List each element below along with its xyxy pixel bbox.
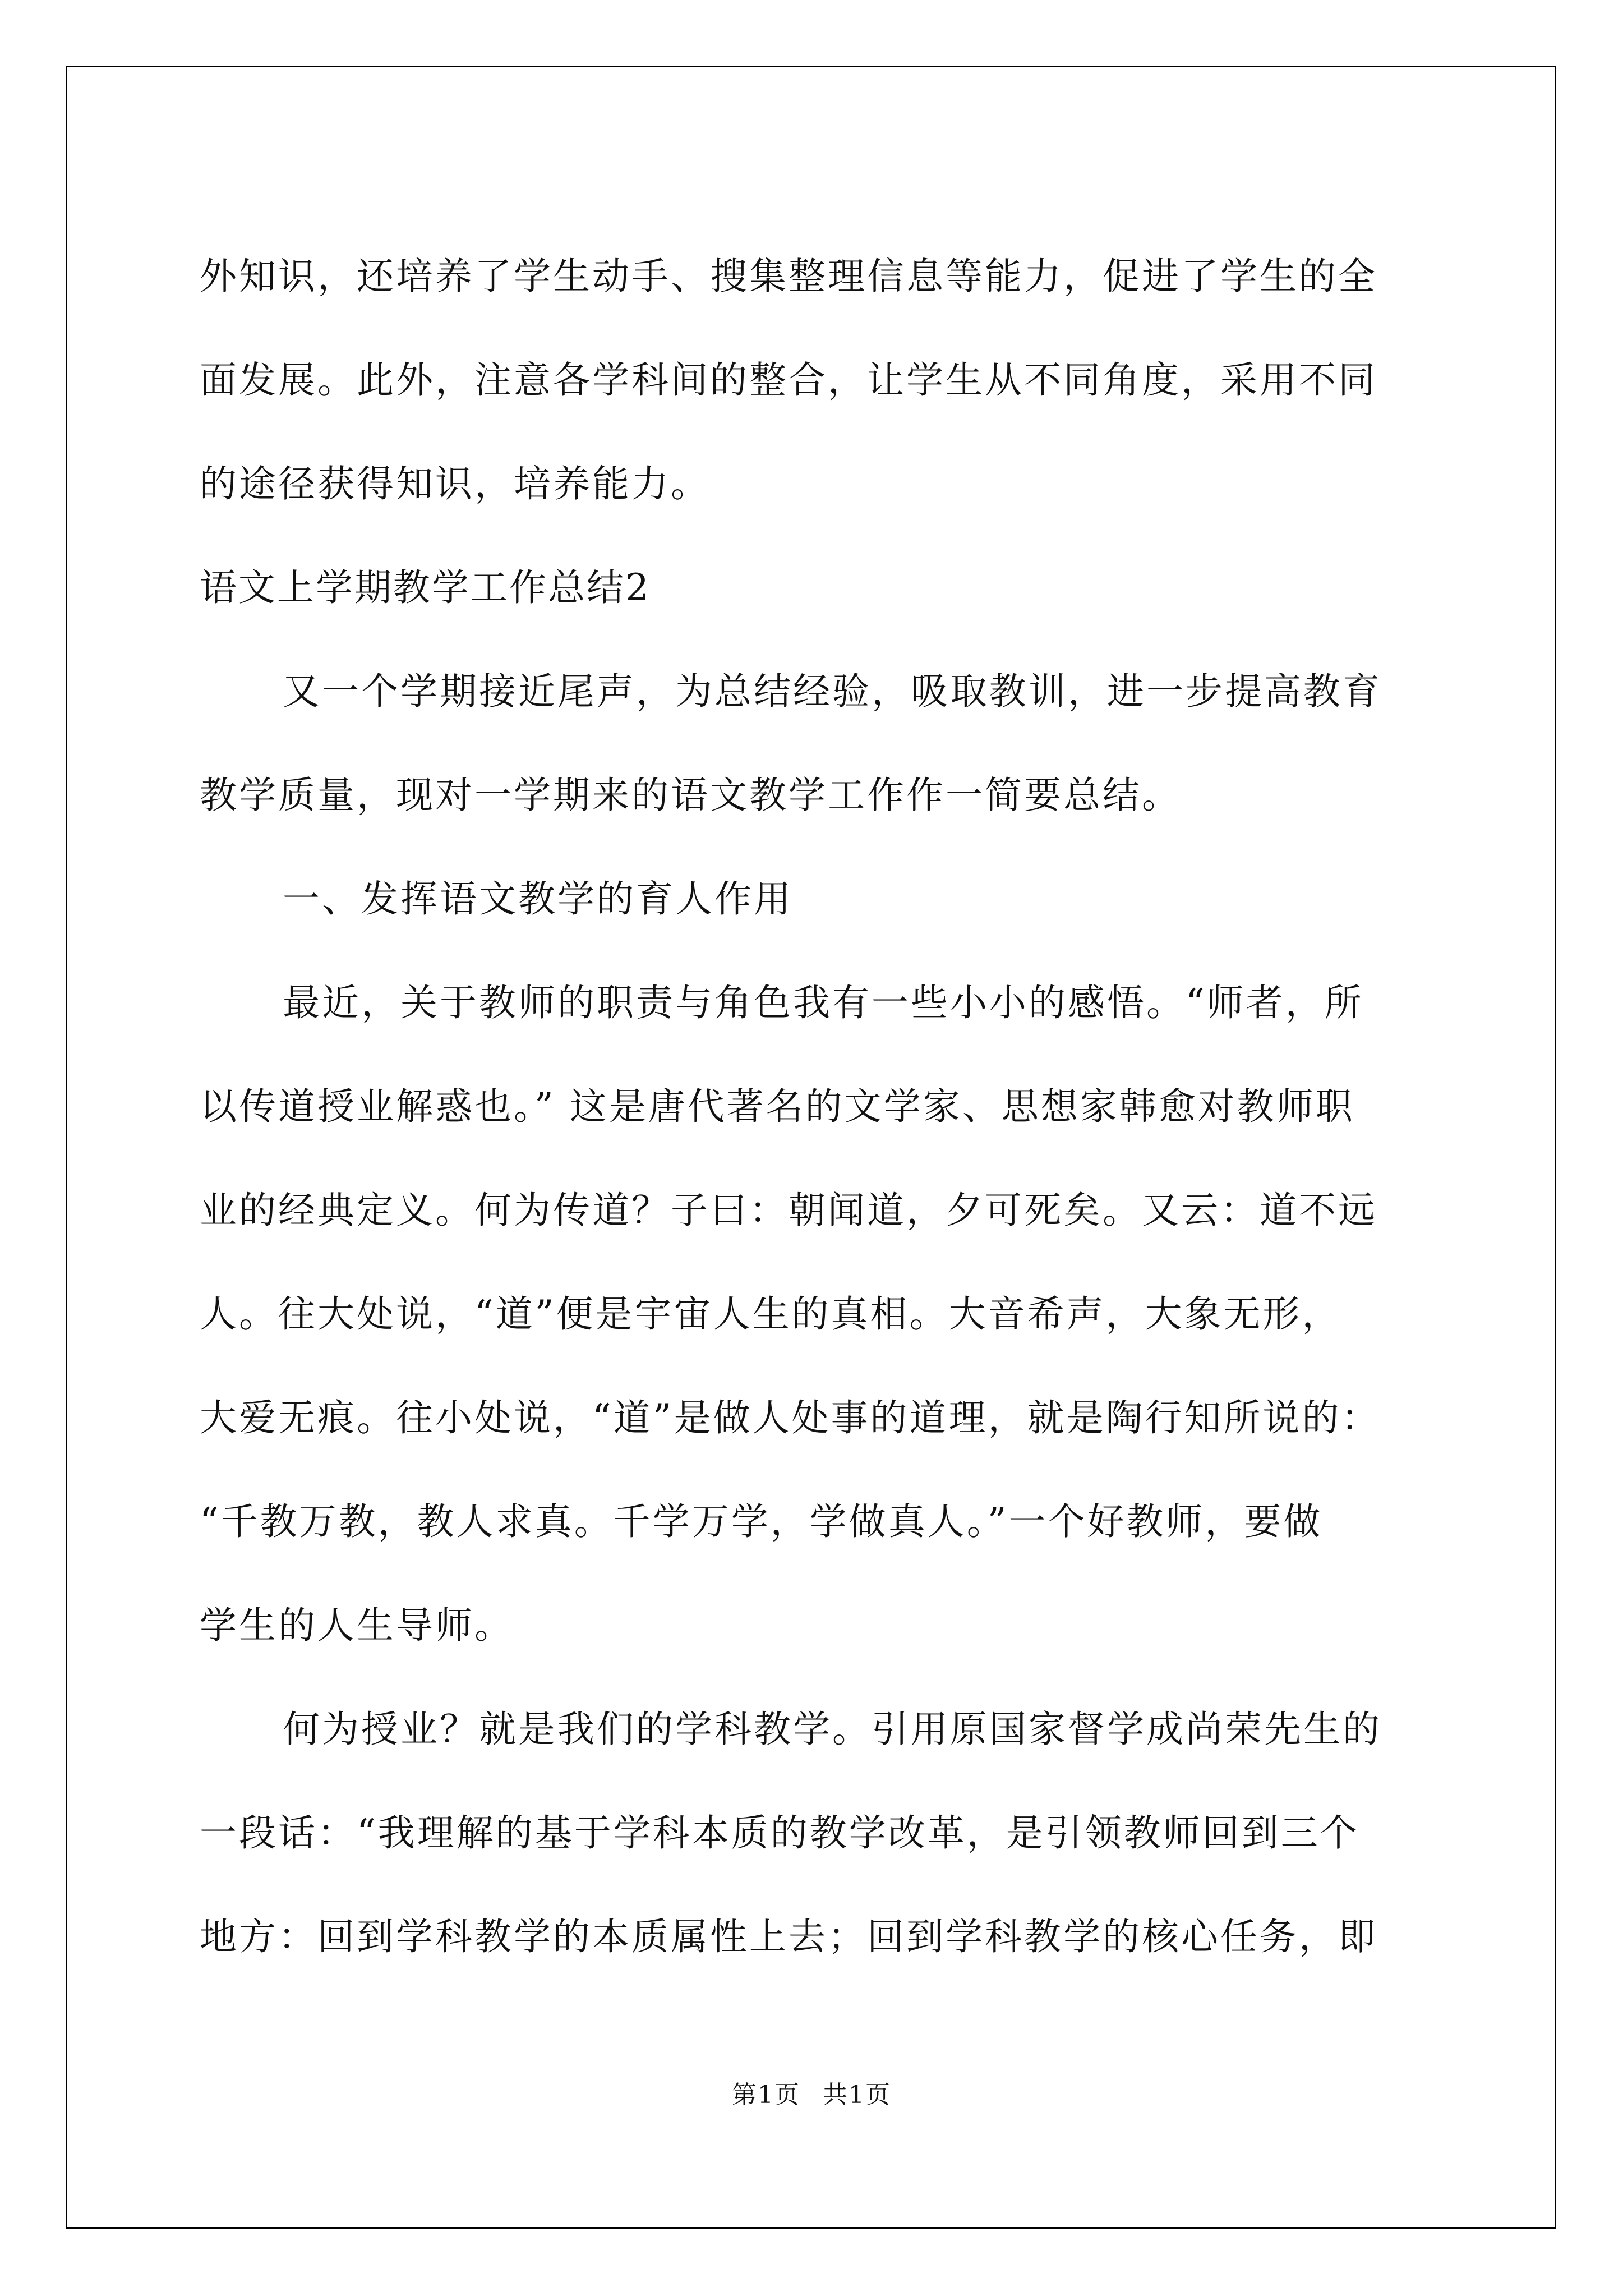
text-line: 业的经典定义。何为传道？子曰：朝闻道，夕可死矣。又云：道不远	[200, 1189, 1377, 1232]
section-title: 语文上学期教学工作总结2	[200, 566, 651, 609]
text-line: 的途径获得知识，培养能力。	[200, 462, 710, 505]
text-line: 学生的人生导师。	[200, 1604, 514, 1647]
text-line: 人。往大处说，“道”便是宇宙人生的真相。大音希声，大象无形，	[200, 1292, 1341, 1336]
paragraph-start-line: 何为授业？就是我们的学科教学。引用原国家督学成尚荣先生的	[283, 1708, 1382, 1751]
paragraph-start-line: 又一个学期接近尾声，为总结经验，吸取教训，进一步提高教育	[283, 670, 1382, 713]
text-line: 面发展。此外，注意各学科间的整合，让学生从不同角度，采用不同	[200, 358, 1377, 402]
text-line: 外知识，还培养了学生动手、搜集整理信息等能力，促进了学生的全	[200, 255, 1377, 298]
text-line: 地方：回到学科教学的本质属性上去；回到学科教学的核心任务，即	[200, 1915, 1377, 1958]
text-line: “千教万教，教人求真。千学万学，学做真人。”一个好教师，要做	[200, 1500, 1323, 1543]
subheading: 一、发挥语文教学的育人作用	[283, 877, 793, 921]
page-number: 第1页	[732, 2081, 800, 2109]
page-total: 共1页	[823, 2081, 891, 2109]
text-line: 大爱无痕。往小处说，“道”是做人处事的道理，就是陶行知所说的：	[200, 1396, 1381, 1439]
text-line: 教学质量，现对一学期来的语文教学工作作一简要总结。	[200, 774, 1181, 817]
document-body	[200, 224, 1433, 1989]
text-line: 以传道授业解惑也。” 这是唐代著名的文学家、思想家韩愈对教师职	[200, 1085, 1355, 1128]
text-line: 一段话：“我理解的基于学科本质的教学改革，是引领教师回到三个	[200, 1811, 1359, 1855]
paragraph-start-line: 最近，关于教师的职责与角色我有一些小小的感悟。“师者，所	[283, 981, 1364, 1024]
page-footer	[0, 2078, 1623, 2112]
